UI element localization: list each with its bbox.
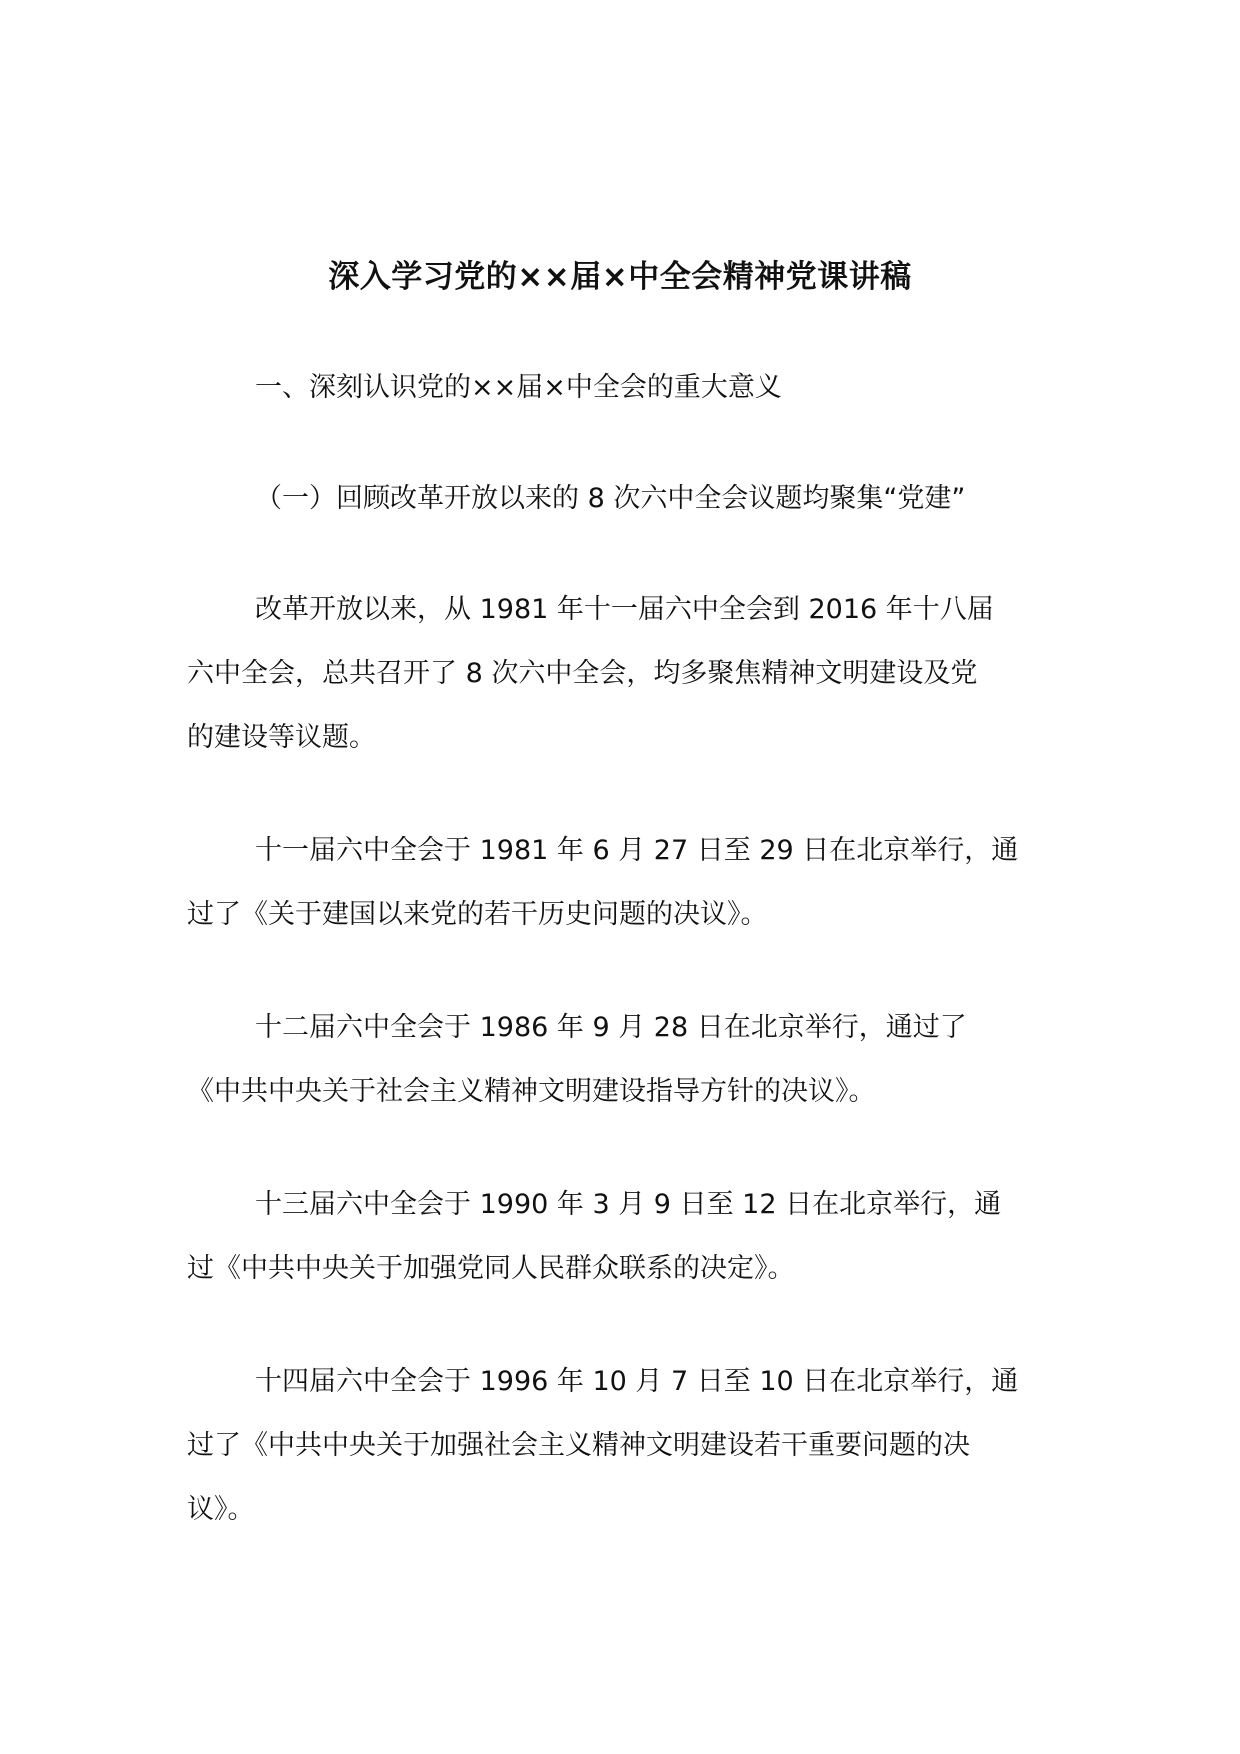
paragraph-4-line-2: 过《中共中央关于加强党同人民群众联系的决定》。 (187, 1253, 795, 1284)
paragraph-1 (187, 578, 1067, 770)
paragraph-1-line-1: 改革开放以来，从 1981 年十一届六中全会到 2016 年十八届 (255, 594, 994, 625)
paragraph-5 (187, 1350, 1067, 1542)
paragraph-2-line-1: 十一届六中全会于 1981 年 6 月 27 日至 29 日在北京举行，通 (255, 835, 1019, 866)
paragraph-5-line-3: 议》。 (187, 1494, 255, 1525)
paragraph-3-line-2: 《中共中央关于社会主义精神文明建设指导方针的决议》。 (187, 1076, 876, 1107)
section-heading-1: 一、深刻认识党的××届×中全会的重大意义 (255, 372, 782, 403)
paragraph-1-line-3: 的建设等议题。 (187, 722, 376, 753)
paragraph-3 (187, 996, 1067, 1124)
document-title: 深入学习党的××届×中全会精神党课讲稿 (328, 259, 912, 295)
paragraph-5-line-1: 十四届六中全会于 1996 年 10 月 7 日至 10 日在北京举行，通 (255, 1366, 1019, 1397)
paragraph-2 (187, 819, 1067, 947)
paragraph-2-line-2: 过了《关于建国以来党的若干历史问题的决议》。 (187, 899, 768, 930)
subsection-heading-1: （一）回顾改革开放以来的 8 次六中全会议题均聚集“党建” (255, 483, 966, 514)
paragraph-4 (187, 1173, 1067, 1301)
paragraph-3-line-1: 十二届六中全会于 1986 年 9 月 28 日在北京举行，通过了 (255, 1012, 967, 1043)
paragraph-5-line-2: 过了《中共中央关于加强社会主义精神文明建设若干重要问题的决 (187, 1430, 970, 1461)
paragraph-4-line-1: 十三届六中全会于 1990 年 3 月 9 日至 12 日在北京举行，通 (255, 1189, 1002, 1220)
paragraph-1-line-2: 六中全会，总共召开了 8 次六中全会，均多聚焦精神文明建设及党 (187, 658, 978, 689)
